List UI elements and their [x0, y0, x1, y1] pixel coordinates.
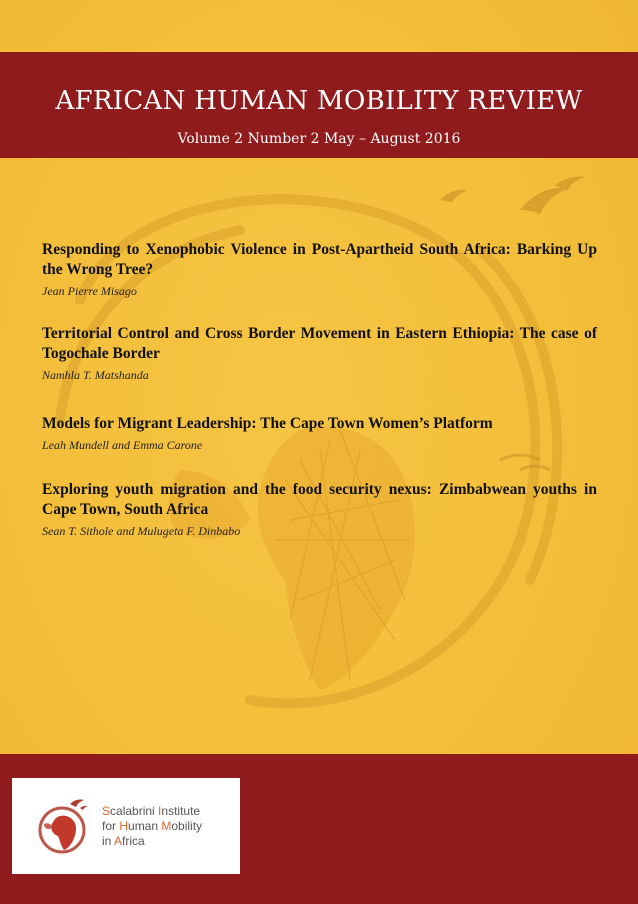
article-item — [42, 414, 597, 453]
birds-illustration — [440, 177, 585, 214]
institute-name — [102, 804, 202, 849]
logo-text-part: nstitute — [161, 804, 201, 818]
globe-logo-icon — [30, 796, 94, 860]
article-title[interactable]: Exploring youth migration and the food security nexus: Zimbabwean youths in Cape Town, South Africa — [42, 481, 597, 518]
issue-info: Volume 2 Number 2 May – August 2016 — [177, 131, 461, 147]
logo-initial: I — [158, 804, 162, 818]
article-title[interactable]: Territorial Control and Cross Border Movement in Eastern Ethiopia: The case of Togochale Border — [42, 325, 597, 362]
logo-text-part: in — [102, 834, 115, 848]
logo-initial: M — [161, 819, 172, 833]
article-title[interactable]: Responding to Xenophobic Violence in Post-Apartheid South Africa: Barking Up the Wrong Tree? — [42, 241, 597, 278]
article-title[interactable]: Models for Migrant Leadership: The Cape Town Women’s Platform — [42, 415, 493, 432]
institute-logo[interactable] — [12, 778, 240, 874]
article-item — [42, 480, 597, 539]
logo-initial: H — [119, 819, 129, 833]
article-item — [42, 240, 597, 299]
logo-text-part: calabrini — [110, 804, 159, 818]
logo-initial: A — [114, 834, 123, 848]
logo-text-part: obility — [171, 819, 203, 833]
logo-text-part: for — [102, 819, 120, 833]
article-authors: Jean Pierre Misago — [42, 284, 137, 298]
journal-title: AFRICAN HUMAN MOBILITY REVIEW — [55, 86, 583, 116]
article-authors: Sean T. Sithole and Mulugeta F. Dinbabo — [42, 524, 241, 538]
article-item — [42, 324, 597, 383]
logo-initial: S — [102, 804, 111, 818]
article-authors: Leah Mundell and Emma Carone — [42, 438, 203, 452]
logo-text-part: frica — [122, 834, 145, 848]
article-authors: Namhla T. Matshanda — [42, 368, 149, 382]
logo-text-part: uman — [128, 819, 162, 833]
